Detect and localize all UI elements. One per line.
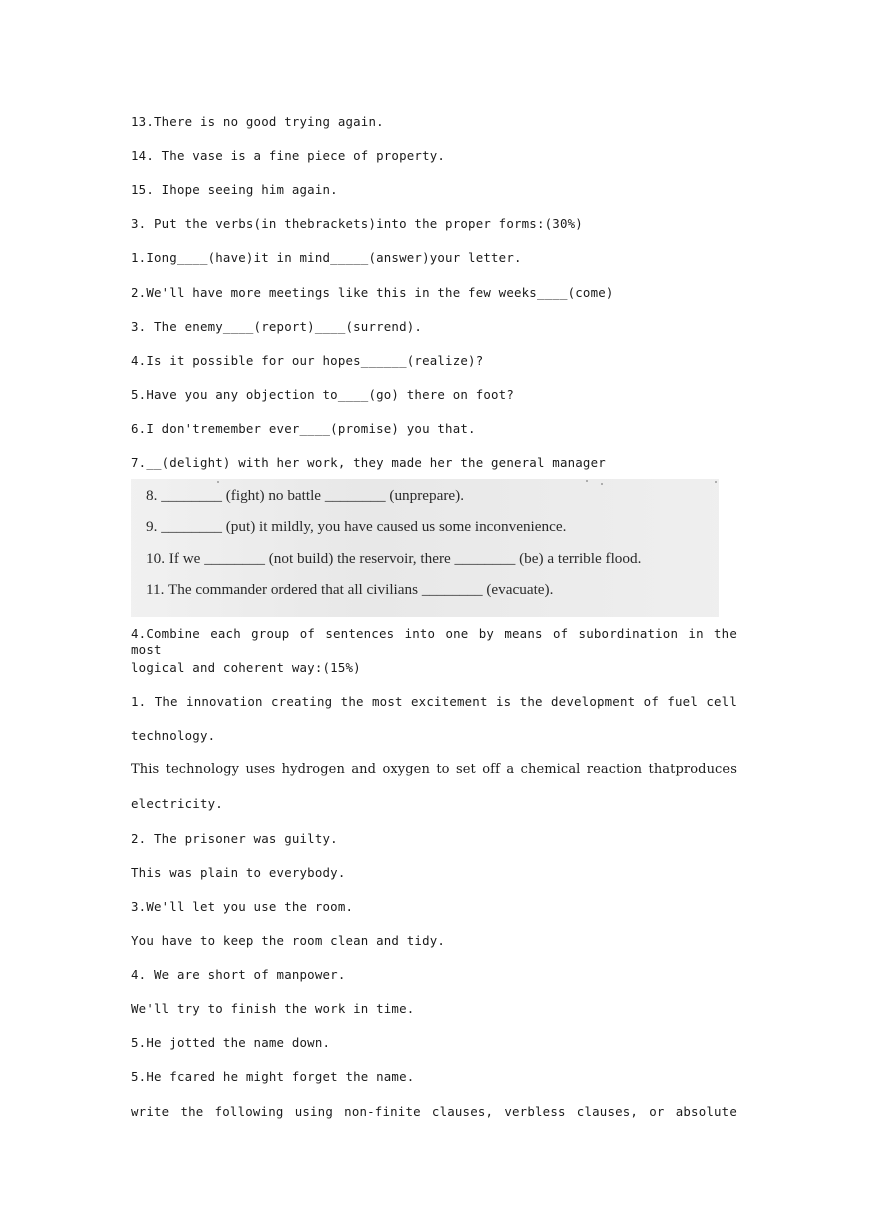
section-4-heading-line-1: 4.Combine each group of sentences into one by means of subordination in the most: [131, 626, 737, 657]
scan-speck: [601, 483, 603, 485]
scanned-question-8: 8. ________ (fight) no battle ________ (unprepare).: [146, 487, 465, 504]
section-4-heading-line-2: logical and coherent way:(15%): [131, 660, 361, 675]
section-3-question-6: 6.I don'tremember ever____(promise) you that.: [131, 421, 476, 436]
section-4-q1-sentence-b-line-1: This technology uses hydrogen and oxygen to set off a chemical reaction thatproduces: [131, 762, 737, 777]
scan-speck: [586, 480, 588, 482]
scanned-question-11: 11. The commander ordered that all civilians ________ (evacuate).: [146, 581, 554, 598]
section-3-heading: 3. Put the verbs(in thebrackets)into the proper forms:(30%): [131, 216, 583, 231]
scan-speck: [217, 481, 219, 483]
scanned-question-10: 10. If we ________ (not build) the reservoir, there ________ (be) a terrible flood.: [146, 550, 642, 567]
scan-speck: [715, 481, 717, 483]
section-5-heading: write the following using non-finite clauses, verbless clauses, or absolute: [131, 1104, 737, 1119]
section-4-q2-sentence-b: This was plain to everybody.: [131, 865, 346, 880]
section-4-q5-sentence-b: 5.He fcared he might forget the name.: [131, 1069, 415, 1084]
item-14: 14. The vase is a fine piece of property.: [131, 148, 446, 163]
section-3-question-4: 4.Is it possible for our hopes______(realize)?: [131, 353, 484, 368]
section-3-question-7: 7.__(delight) with her work, they made her the general manager: [131, 455, 606, 470]
scanned-exercise-image: [131, 479, 719, 617]
section-3-question-2: 2.We'll have more meetings like this in the few weeks____(come): [131, 285, 614, 300]
section-4-q1-sentence-a-line-2: technology.: [131, 728, 216, 743]
section-4-q1-sentence-b-line-2: electricity.: [131, 796, 223, 811]
section-4-q1-sentence-a-line-1: 1. The innovation creating the most excitement is the development of fuel cell: [131, 694, 737, 709]
section-3-question-3: 3. The enemy____(report)____(surrend).: [131, 319, 423, 334]
section-4-q3-sentence-a: 3.We'll let you use the room.: [131, 899, 354, 914]
section-4-q4-sentence-b: We'll try to finish the work in time.: [131, 1001, 415, 1016]
item-15: 15. Ihope seeing him again.: [131, 182, 338, 197]
section-4-q4-sentence-a: 4. We are short of manpower.: [131, 967, 346, 982]
section-4-q5-sentence-a: 5.He jotted the name down.: [131, 1035, 331, 1050]
section-4-q2-sentence-a: 2. The prisoner was guilty.: [131, 831, 338, 846]
section-3-question-5: 5.Have you any objection to____(go) there on foot?: [131, 387, 514, 402]
item-13: 13.There is no good trying again.: [131, 114, 384, 129]
scanned-question-9: 9. ________ (put) it mildly, you have caused us some inconvenience.: [146, 518, 567, 535]
section-3-question-1: 1.Iong____(have)it in mind_____(answer)your letter.: [131, 250, 522, 265]
section-4-q3-sentence-b: You have to keep the room clean and tidy.: [131, 933, 446, 948]
